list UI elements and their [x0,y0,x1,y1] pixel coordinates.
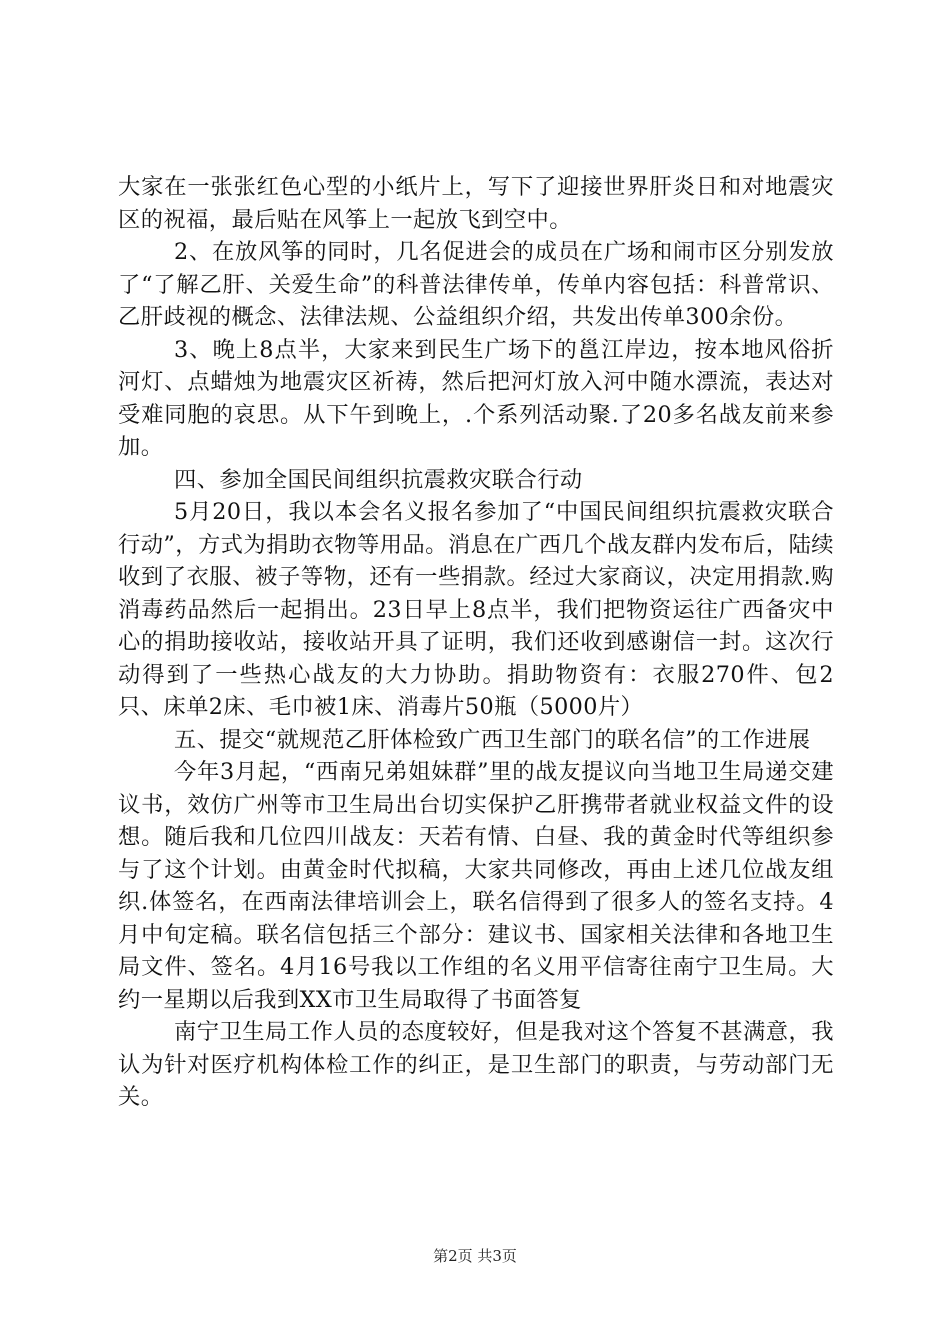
paragraph-3: 3、晚上8点半，大家来到民生广场下的邕江岸边，按本地风俗折河灯、点蜡烛为地震灾区祈祷，然后把河灯放入河中随水漂流，表达对受难同胞的哀思。从下午到晚上，.个系列活动聚.了20多名战友前来参加。 [118,336,834,460]
paragraph-7: 今年3月起，“西南兄弟姐妹群”里的战友提议向当地卫生局递交建议书，效仿广州等市卫生局出台切实保护乙肝携带者就业权益文件的设想。随后我和几位四川战友：天若有情、白昼、我的黄金时代等组织参与了这个计划。由黄金时代拟稿，大家共同修改，再由上述几位战友组织.体签名，在西南法律培训会上，联名信得到了很多人的签名支持。4月中旬定稿。联名信包括三个部分：建议书、国家相关法律和各地卫生局文件、签名。4月16号我以工作组的名义用平信寄往南宁卫生局。大约一星期以后我到XX市卫生局取得了书面答复 [118,759,834,1013]
section-heading-5: 五、提交“就规范乙肝体检致广西卫生部门的联名信”的工作进展 [174,726,811,753]
paragraph-5: 5月20日，我以本会名义报名参加了“中国民间组织抗震救灾联合行动”，方式为捐助衣物等用品。消息在广西几个战友群内发布后，陆续收到了衣服、被子等物，还有一些捐款。经过大家商议，决定用捐款.购消毒药品然后一起捐出。23日早上8点半，我们把物资运往广西备灾中心的捐助接收站，接收站开具了证明，我们还收到感谢信一封。这次行动得到了一些热心战友的大力协助。捐助物资有：衣服270件、包2只、床单2床、毛巾被1床、消毒片50瓶（5000片） [118,499,834,720]
paragraph-2: 2、在放风筝的同时，几名促进会的成员在广场和闹市区分别发放了“了解乙肝、关爱生命”的科普法律传单，传单内容包括：科普常识、乙肝歧视的概念、法律法规、公益组织介绍，共发出传单300余份。 [118,239,834,330]
paragraph-1: 大家在一张张红色心型的小纸片上，写下了迎接世界肝炎日和对地震灾区的祝福，最后贴在风筝上一起放飞到空中。 [118,174,834,233]
section-heading-4: 四、参加全国民间组织抗震救灾联合行动 [174,466,583,493]
page-footer: 第2页 共3页 [433,1247,517,1265]
paragraph-8: 南宁卫生局工作人员的态度较好，但是我对这个答复不甚满意，我认为针对医疗机构体检工作的纠正，是卫生部门的职责，与劳动部门无关。 [118,1019,834,1110]
document-body [118,171,834,1114]
